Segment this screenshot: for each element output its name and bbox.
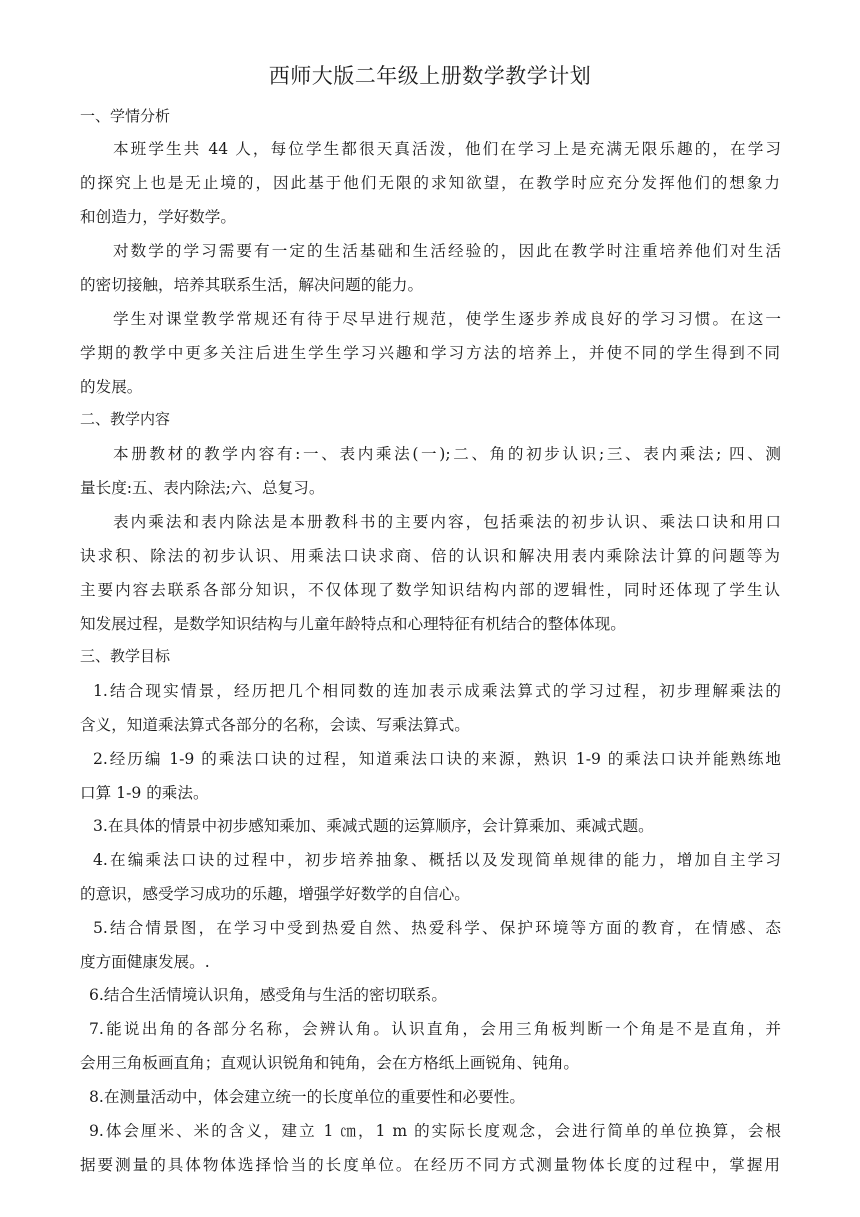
paragraph-line: 的探究上也是无止境的，因此基于他们无限的求知欲望，在教学时应充分发挥他们的想象力 xyxy=(80,174,780,192)
section-heading-1: 一、学情分析 xyxy=(80,107,171,125)
paragraph-line: 和创造力，学好数学。 xyxy=(80,208,236,226)
goal-item-line: 据要测量的具体物体选择恰当的长度单位。在经历不同方式测量物体长度的过程中，掌握用 xyxy=(80,1156,780,1174)
goal-item-line: 会用三角板画直角；直观认识锐角和钝角，会在方格纸上画锐角、钝角。 xyxy=(80,1054,580,1072)
section-heading-2: 二、教学内容 xyxy=(80,410,171,428)
paragraph-line: 主要内容去联系各部分知识，不仅体现了数学知识结构内部的逻辑性，同时还体现了学生认 xyxy=(80,581,780,599)
goal-item-line: 的意识，感受学习成功的乐趣，增强学好数学的自信心。 xyxy=(80,885,470,903)
paragraph-line: 学期的教学中更多关注后进生学生学习兴趣和学习方法的培养上，并使不同的学生得到不同 xyxy=(80,344,780,362)
paragraph-line: 对数学的学习需要有一定的生活基础和生活经验的，因此在教学时注重培养他们对生活 xyxy=(113,242,781,260)
paragraph-line: 本册教材的教学内容有:一、表内乘法(一);二、角的初步认识;三、表内乘法; 四、测 xyxy=(113,445,781,463)
paragraph-line: 本班学生共 44 人，每位学生都很天真活泼，他们在学习上是充满无限乐趣的，在学习 xyxy=(113,140,781,158)
goal-item-line: 6.结合生活情境认识角，感受角与生活的密切联系。 xyxy=(89,986,447,1004)
paragraph-line: 的发展。 xyxy=(80,378,143,396)
goal-item-line: 5.结合情景图，在学习中受到热爱自然、热爱科学、保护环境等方面的教育，在情感、态 xyxy=(93,919,781,937)
paragraph-line: 量长度:五、表内除法;六、总复习。 xyxy=(80,479,325,497)
paragraph-line: 诀求积、除法的初步认识、用乘法口诀求商、倍的认识和解决用表内乘除法计算的问题等为 xyxy=(80,547,780,565)
goal-item-line: 度方面健康发展。. xyxy=(80,953,210,971)
goal-item-line: 口算 1-9 的乘法。 xyxy=(80,784,209,802)
paragraph-line: 学生对课堂教学常规还有待于尽早进行规范，使学生逐步养成良好的学习习惯。在这一 xyxy=(113,310,781,328)
goal-item-line: 含义，知道乘法算式各部分的名称，会读、写乘法算式。 xyxy=(80,716,470,734)
goal-item-line: 7.能说出角的各部分名称，会辨认角。认识直角，会用三角板判断一个角是不是直角，并 xyxy=(89,1020,781,1038)
goal-item-line: 3.在具体的情景中初步感知乘加、乘减式题的运算顺序，会计算乘加、乘减式题。 xyxy=(93,817,654,835)
paragraph-line: 知发展过程，是数学知识结构与儿童年龄特点和心理特征有机结合的整体体现。 xyxy=(80,615,626,633)
goal-item-line: 4.在编乘法口诀的过程中，初步培养抽象、概括以及发现简单规律的能力，增加自主学习 xyxy=(93,851,781,869)
goal-item-line: 8.在测量活动中，体会建立统一的长度单位的重要性和必要性。 xyxy=(89,1088,525,1106)
paragraph-line: 的密切接触，培养其联系生活，解决问题的能力。 xyxy=(80,276,424,294)
goal-item-line: 9.体会厘米、米的含义，建立 1 ㎝，1 m 的实际长度观念，会进行简单的单位换算，会根 xyxy=(89,1122,781,1140)
goal-item-line: 1.结合现实情景，经历把几个相同数的连加表示成乘法算式的学习过程，初步理解乘法的 xyxy=(93,682,781,700)
goal-item-line: 2.经历编 1-9 的乘法口诀的过程，知道乘法口诀的来源，熟识 1-9 的乘法口诀并能熟练地 xyxy=(93,750,781,768)
document-title: 西师大版二年级上册数学教学计划 xyxy=(268,64,592,88)
section-heading-3: 三、教学目标 xyxy=(80,647,171,665)
paragraph-line: 表内乘法和表内除法是本册教科书的主要内容，包括乘法的初步认识、乘法口诀和用口 xyxy=(113,513,781,531)
